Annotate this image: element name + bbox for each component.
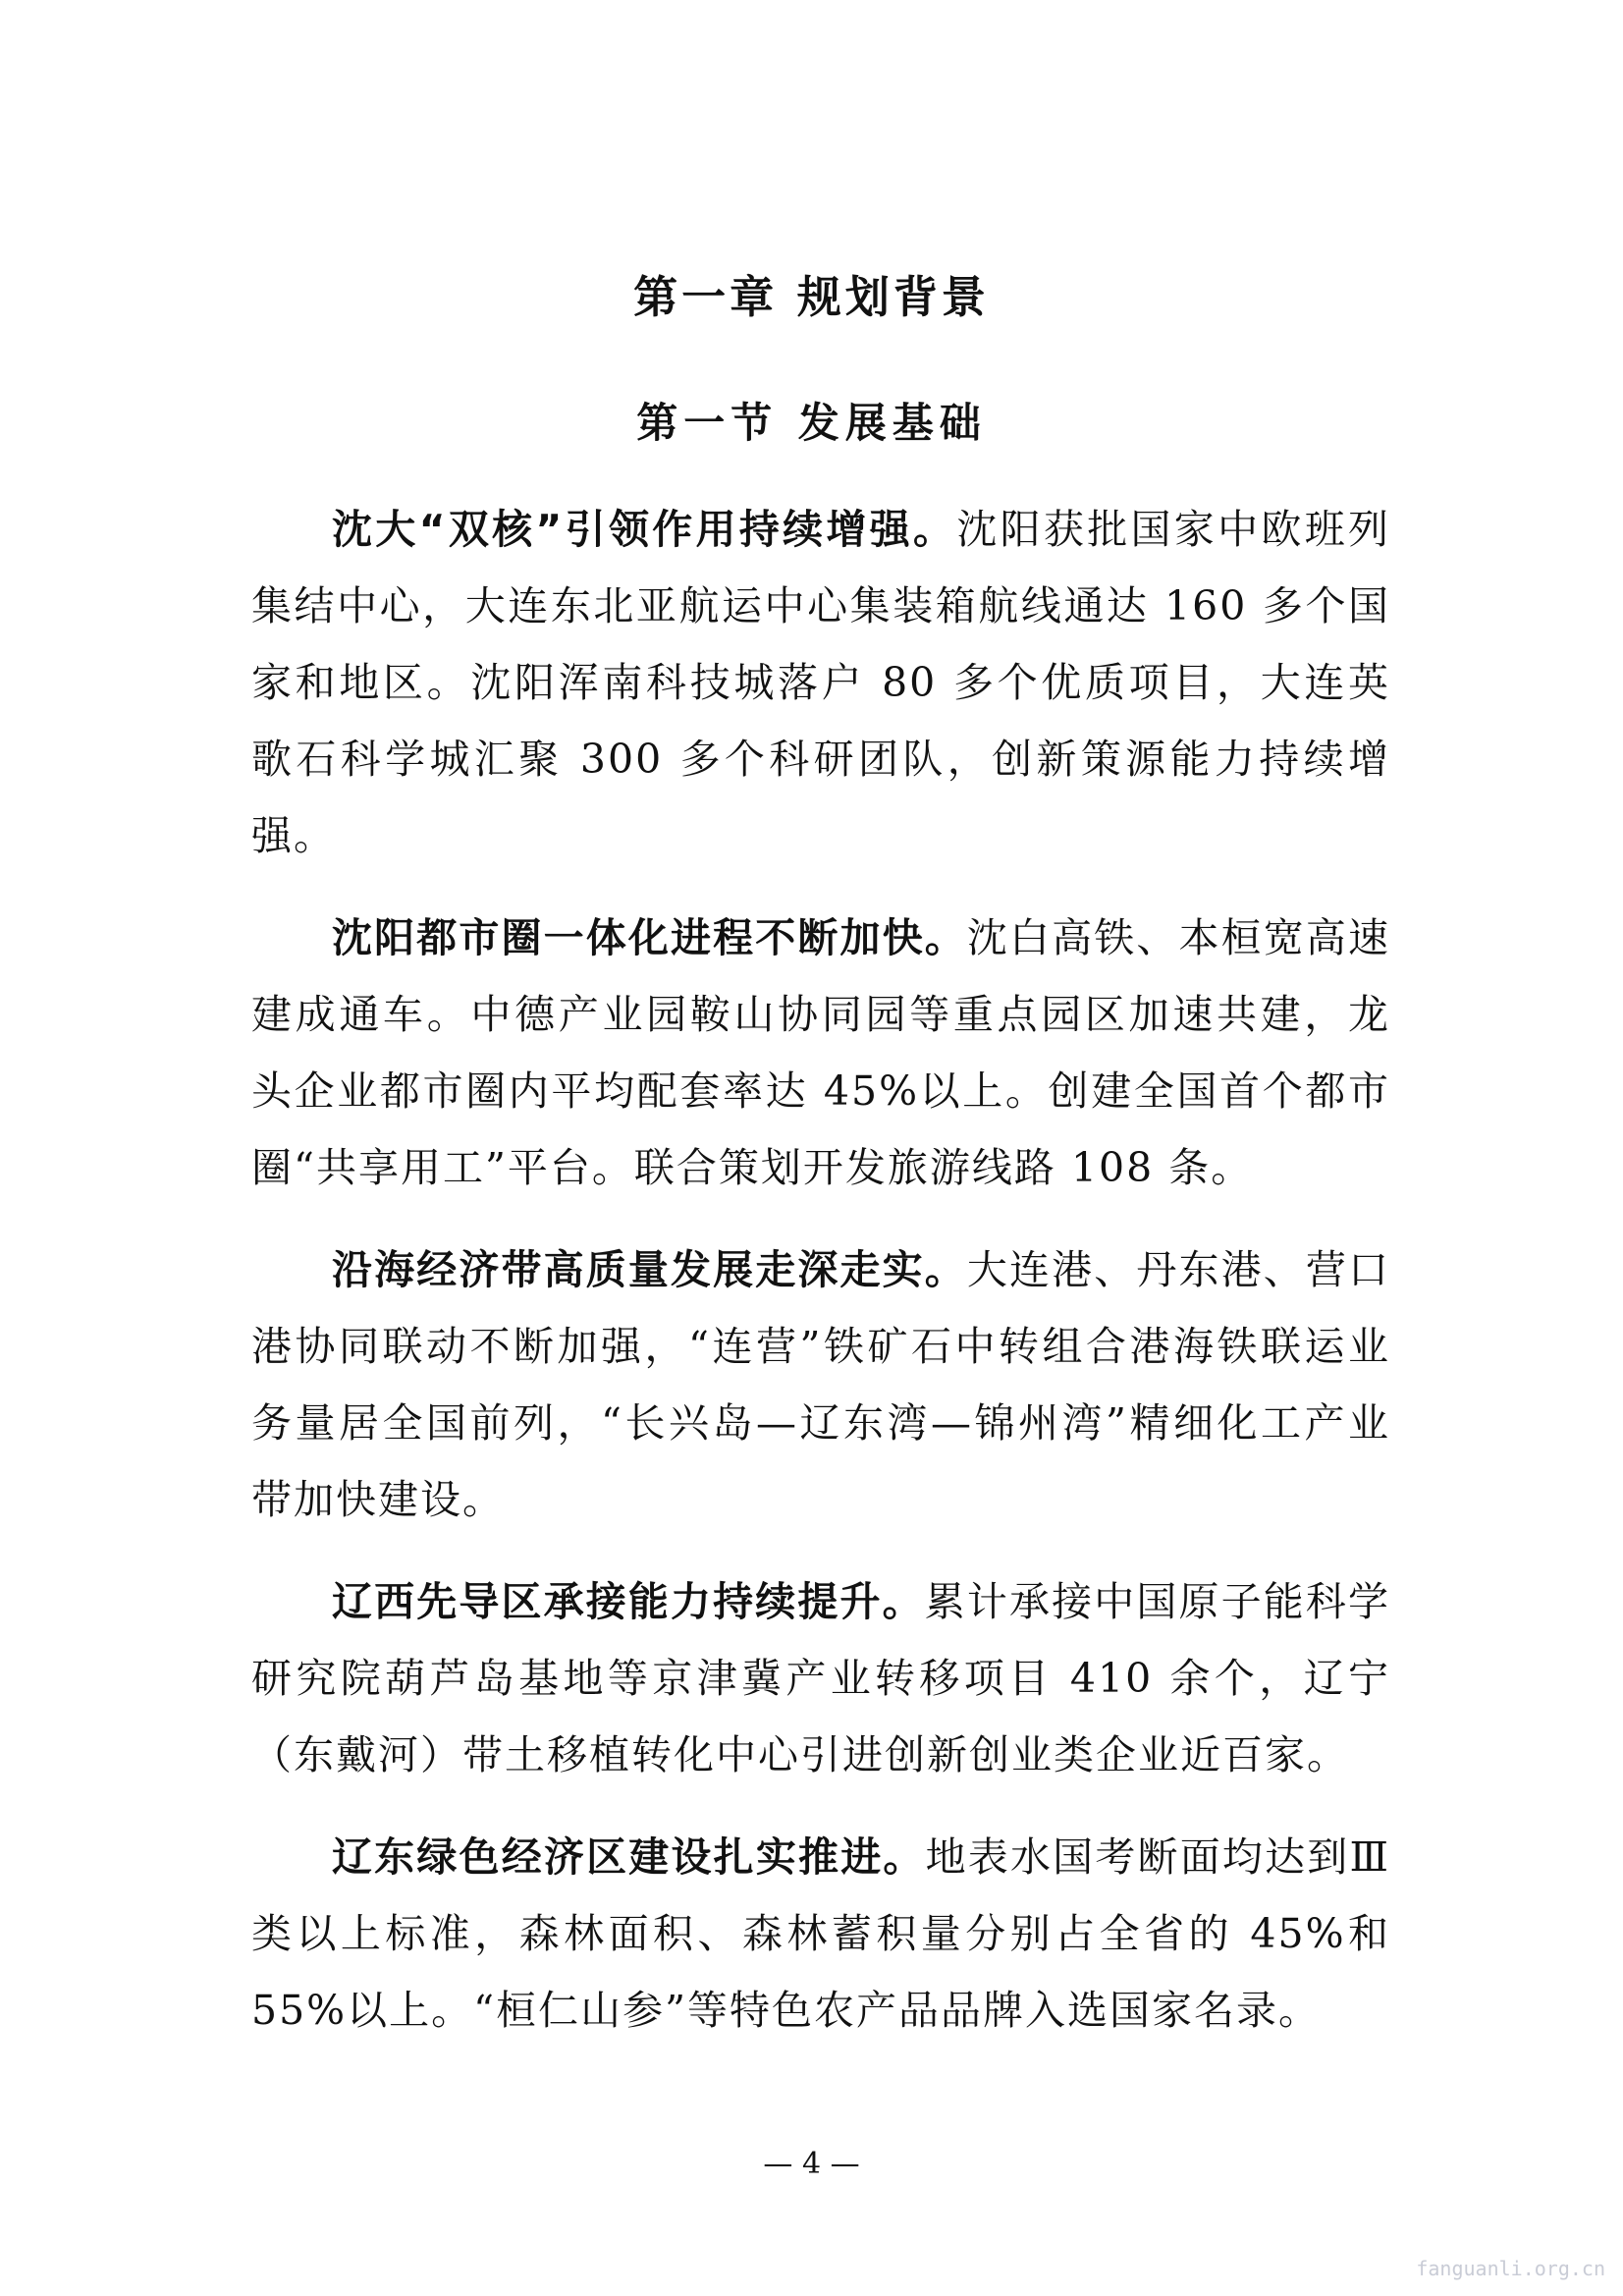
paragraph [251, 1563, 1390, 1793]
paragraph-lead: 辽东绿色经济区建设扎实推进。 [332, 1833, 926, 1881]
paragraph-text: 沈阳获批国家中欧班列集结中心，大连东北亚航运中心集装箱航线通达 160 多个国家和地区。沈阳浑南科技城落户 80 多个优质项目，大连英歌石科学城汇聚 300 多个科研团队，创新策源能力持续增强。 [251, 506, 1390, 859]
paragraph [251, 1231, 1390, 1538]
page-number: — 4 — [763, 2147, 860, 2181]
chapter-title: 第一章 规划背景 [633, 271, 990, 323]
paragraph-text: 累计承接中国原子能科学研究院葫芦岛基地等京津冀产业转移项目 410 余个，辽宁（东戴河）带土移植转化中心引进创新创业类企业近百家。 [251, 1578, 1390, 1778]
document-body [251, 491, 1390, 2074]
paragraph [251, 1819, 1390, 2049]
paragraph [251, 900, 1390, 1206]
paragraph-text: 沈白高铁、本桓宽高速建成通车。中德产业园鞍山协同园等重点园区加速共建，龙头企业都市圈内平均配套率达 45%以上。创建全国首个都市圈“共享用工”平台。联合策划开发旅游线路 108 条。 [251, 914, 1390, 1191]
section-title: 第一节 发展基础 [636, 399, 987, 447]
paragraph-text: 大连港、丹东港、营口港协同联动不断加强，“连营”铁矿石中转组合港海铁联运业务量居全国前列，“长兴岛—辽东湾—锦州湾”精细化工产业带加快建设。 [251, 1246, 1390, 1523]
paragraph-lead: 辽西先导区承接能力持续提升。 [332, 1578, 925, 1625]
paragraph-lead: 沿海经济带高质量发展走深走实。 [332, 1246, 967, 1293]
paragraph-lead: 沈大“双核”引领作用持续增强。 [332, 506, 957, 553]
paragraph-lead: 沈阳都市圈一体化进程不断加快。 [332, 914, 967, 961]
paragraph [251, 491, 1390, 874]
watermark: fanguanli.org.cn [1416, 2257, 1605, 2280]
paragraph-text: 地表水国考断面均达到Ⅲ类以上标准，森林面积、森林蓄积量分别占全省的 45%和 55%以上。“桓仁山参”等特色农产品品牌入选国家名录。 [251, 1833, 1391, 2034]
